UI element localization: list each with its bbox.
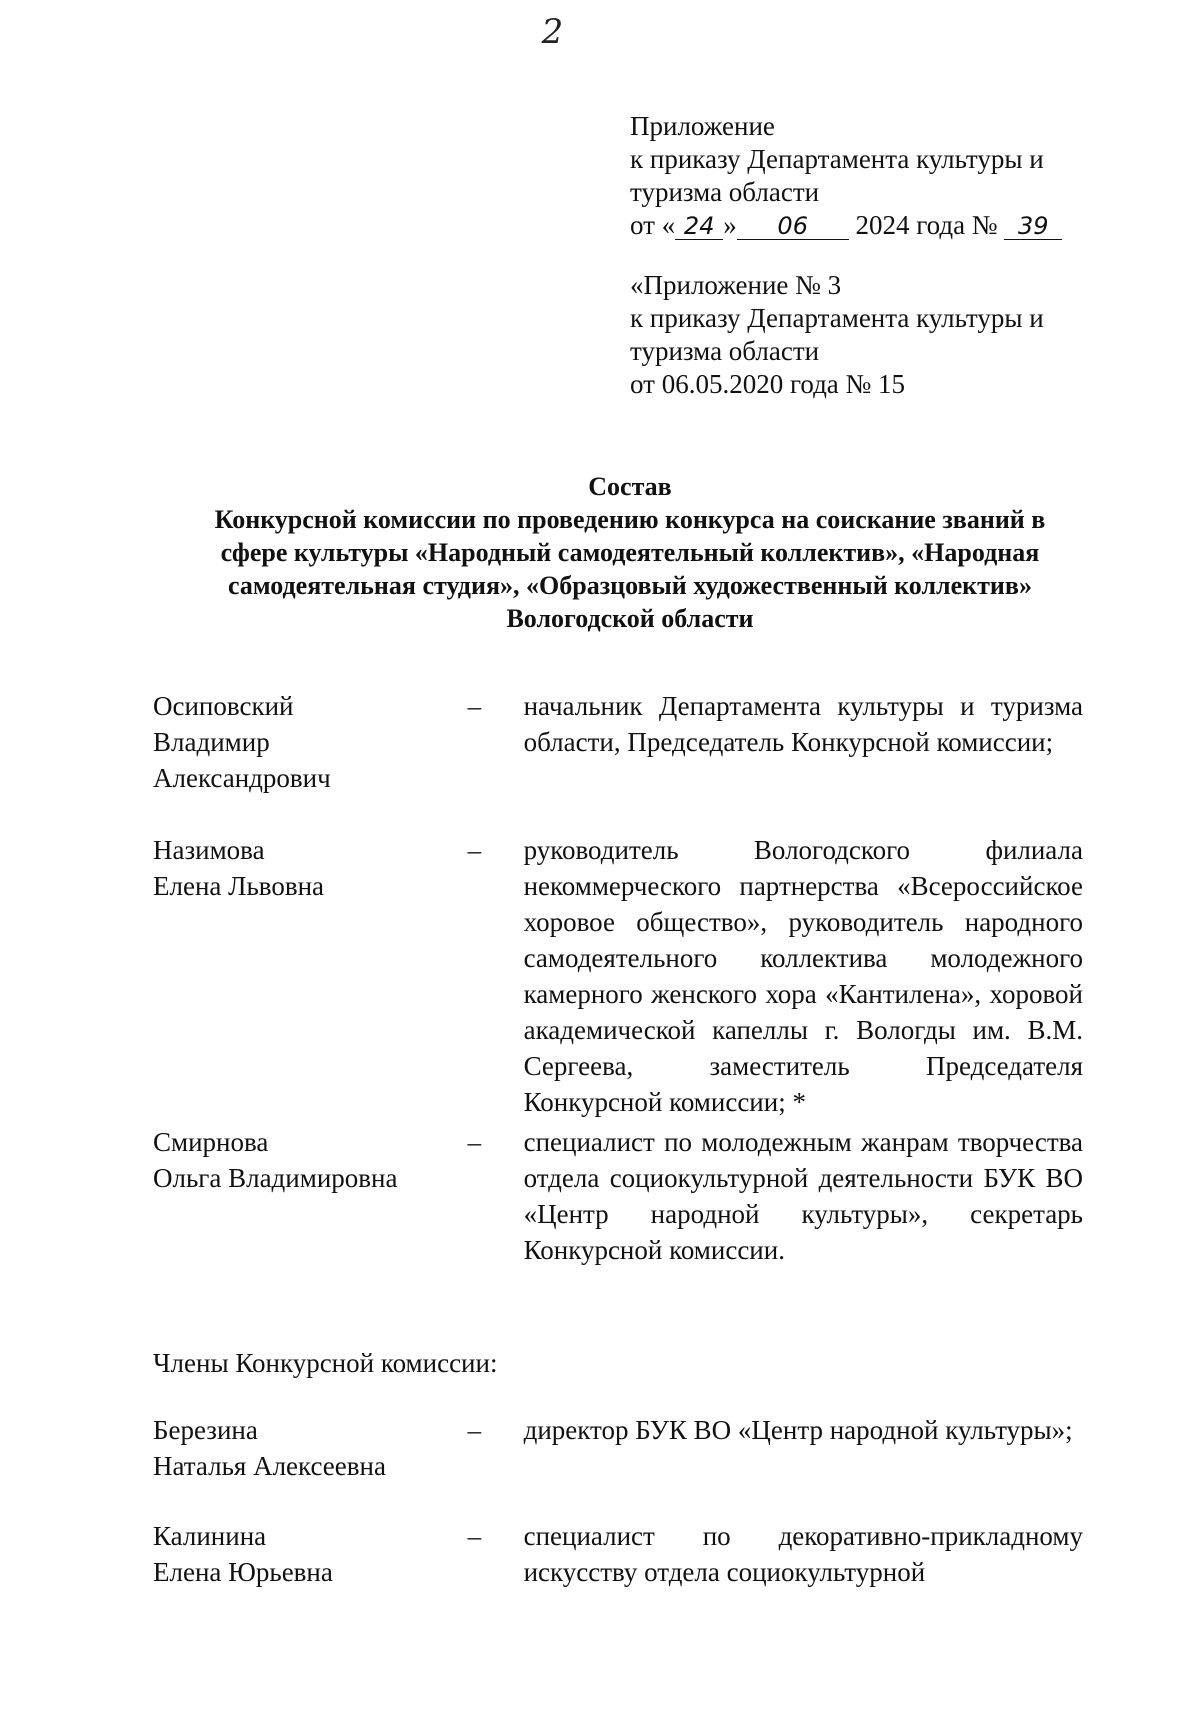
appendix-header — [630, 110, 1100, 401]
members-section-label: Члены Конкурсной комиссии: — [153, 1348, 498, 1378]
title-heading: Состав — [588, 472, 672, 501]
title-line2: сфере культуры «Народный самодеятельный коллектив», «Народная — [220, 538, 1040, 567]
appendix-date-line — [630, 209, 1100, 242]
list-item — [153, 1412, 1083, 1484]
member-role: специалист по декоративно-прикладному искусству отдела социокультурной — [523, 1521, 1083, 1587]
member-role: руководитель Вологодского филиала некоммерческого партнерства «Всероссийское хоровое общество», руководитель народного самодеятельного коллектива молодежного камерного женского хора «Кантилена», хоровой академической капеллы г. Вологды им. В.М. Сергеева, заместитель Председателя Конкурсной комиссии; * — [523, 835, 1083, 1117]
date-month-handwritten: 06 — [737, 213, 849, 240]
dash: – — [467, 835, 482, 865]
name-line: Березина — [153, 1415, 258, 1445]
member-name — [153, 688, 468, 796]
member-name — [153, 1412, 468, 1484]
date-day-handwritten: 24 — [675, 213, 723, 240]
title-line4: Вологодской области — [506, 604, 754, 633]
name-line: Елена Юрьевна — [153, 1557, 333, 1587]
appendix-order-line1: к приказу Департамента культуры и — [630, 144, 1044, 174]
date-year-text: 2024 года № — [855, 210, 998, 240]
appendix-order-line2: туризма области — [630, 177, 820, 207]
date-prefix: от « — [630, 210, 676, 240]
name-line: Калинина — [153, 1521, 267, 1551]
original-appendix-line3: от 06.05.2020 года № 15 — [630, 369, 906, 399]
name-line: Смирнова — [153, 1127, 269, 1157]
list-item — [153, 1124, 1083, 1268]
member-role: специалист по молодежным жанрам творчества отдела социокультурной деятельности БУК ВО «Центр народной культуры», секретарь Конкурсной комиссии. — [523, 1127, 1083, 1265]
name-line: Наталья Алексеевна — [153, 1451, 386, 1481]
member-role: директор БУК ВО «Центр народной культуры»; — [523, 1415, 1073, 1445]
title-line1: Конкурсной комиссии по проведению конкурса на соискание званий в — [214, 505, 1046, 534]
name-line: Осиповский — [153, 691, 294, 721]
original-appendix-line2: туризма области — [630, 336, 820, 366]
page-number: 2 — [541, 12, 564, 52]
member-role: начальник Департамента культуры и туризма области, Председатель Конкурсной комиссии; — [523, 691, 1083, 757]
name-line: Александрович — [153, 763, 331, 793]
dash: – — [467, 1127, 482, 1157]
members-list — [153, 1412, 1083, 1590]
original-appendix-title: «Приложение № 3 — [630, 270, 842, 300]
appendix-title: Приложение — [630, 111, 775, 141]
list-item — [153, 1518, 1083, 1590]
leadership-list — [153, 688, 1083, 1268]
document-title — [150, 470, 1110, 635]
title-line3: самодеятельная студия», «Образцовый художественный коллектив» — [228, 571, 1032, 600]
date-mid: » — [723, 210, 737, 240]
dash: – — [467, 1415, 482, 1445]
list-item — [153, 832, 1083, 1120]
original-appendix-line1: к приказу Департамента культуры и — [630, 303, 1044, 333]
dash: – — [467, 1521, 482, 1551]
member-name — [153, 1124, 468, 1268]
name-line: Назимова — [153, 835, 265, 865]
name-line: Елена Львовна — [153, 871, 325, 901]
member-name — [153, 1518, 468, 1590]
name-line: Владимир — [153, 727, 270, 757]
name-line: Ольга Владимировна — [153, 1163, 398, 1193]
list-item — [153, 688, 1083, 796]
order-number-handwritten: 39 — [1004, 213, 1062, 240]
dash: – — [467, 691, 482, 721]
member-name — [153, 832, 468, 1120]
